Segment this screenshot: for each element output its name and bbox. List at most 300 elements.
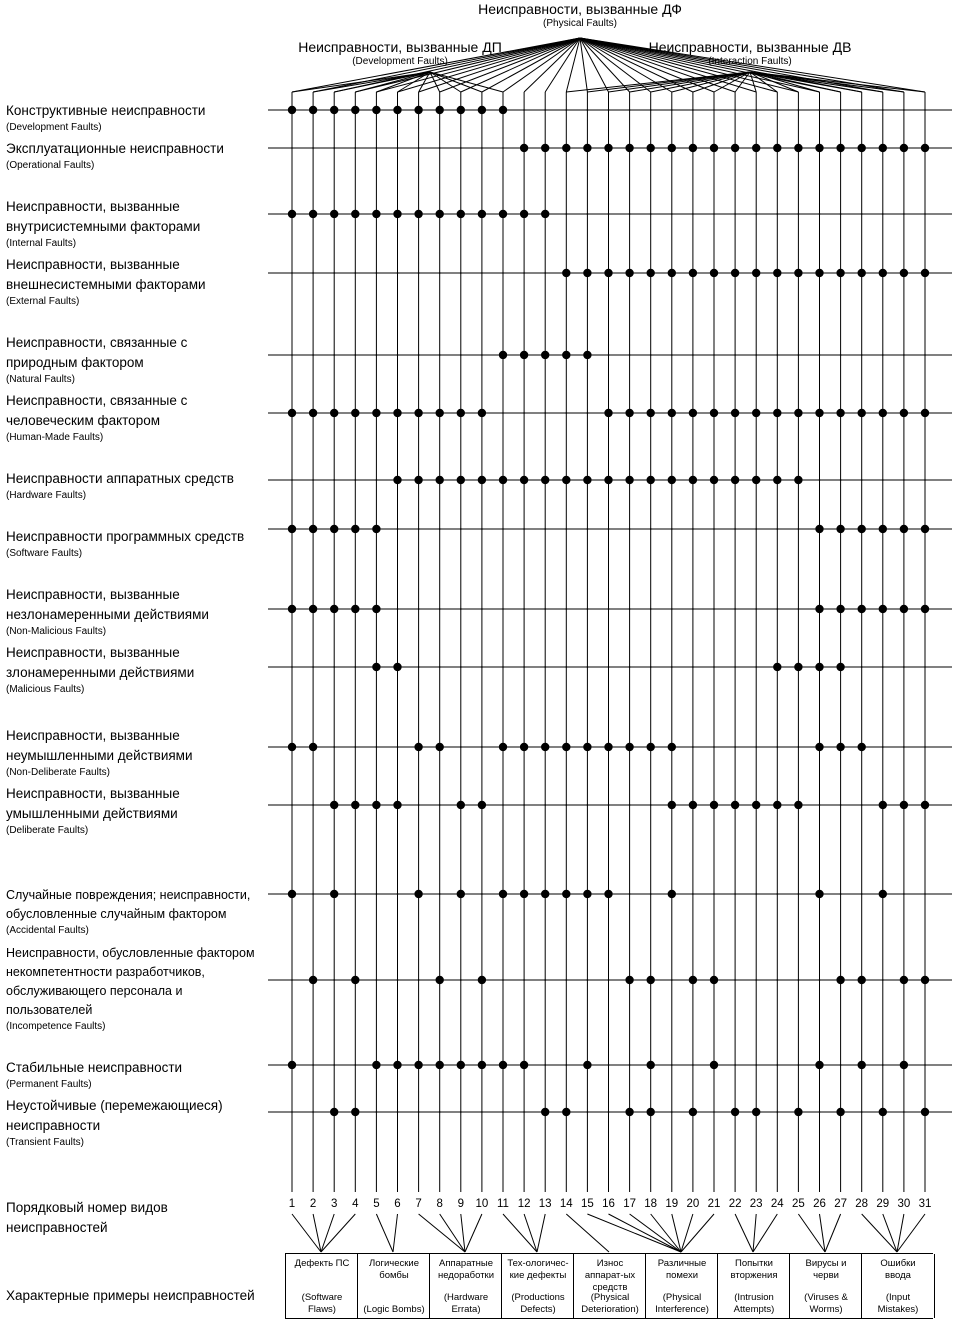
empty-dot bbox=[692, 528, 694, 530]
empty-dot bbox=[312, 1111, 314, 1113]
empty-dot bbox=[291, 804, 293, 806]
fault-dot bbox=[604, 890, 612, 898]
column-number-17: 17 bbox=[623, 1198, 636, 1210]
empty-dot bbox=[734, 893, 736, 895]
fault-dot bbox=[414, 476, 422, 484]
fault-dot bbox=[752, 144, 760, 152]
example-ru: Тех-ологичес- кие дефекты bbox=[507, 1258, 569, 1281]
column-number-22: 22 bbox=[728, 1198, 742, 1210]
empty-dot bbox=[460, 979, 462, 981]
empty-dot bbox=[565, 528, 567, 530]
empty-dot bbox=[333, 746, 335, 748]
empty-dot bbox=[460, 1111, 462, 1113]
empty-dot bbox=[312, 354, 314, 356]
fault-dot bbox=[836, 409, 844, 417]
fault-dot bbox=[520, 743, 528, 751]
fault-dot bbox=[541, 743, 549, 751]
fault-dot bbox=[879, 605, 887, 613]
empty-dot bbox=[861, 213, 863, 215]
empty-dot bbox=[587, 109, 589, 111]
empty-dot bbox=[882, 979, 884, 981]
fault-dot bbox=[457, 409, 465, 417]
empty-dot bbox=[629, 109, 631, 111]
empty-dot bbox=[819, 1111, 821, 1113]
example-en: (Software Flaws) bbox=[301, 1292, 343, 1315]
empty-dot bbox=[776, 893, 778, 895]
column-number-25: 25 bbox=[791, 1198, 805, 1210]
fault-dot bbox=[836, 144, 844, 152]
empty-dot bbox=[819, 804, 821, 806]
empty-dot bbox=[713, 1111, 715, 1113]
empty-dot bbox=[502, 412, 504, 414]
fault-dot bbox=[647, 269, 655, 277]
fault-dot bbox=[457, 801, 465, 809]
fault-dot bbox=[815, 525, 823, 533]
empty-dot bbox=[502, 528, 504, 530]
row-label-transient bbox=[6, 1096, 274, 1149]
empty-dot bbox=[460, 147, 462, 149]
fault-dot bbox=[794, 801, 802, 809]
fault-dot bbox=[836, 525, 844, 533]
empty-dot bbox=[502, 979, 504, 981]
fault-dot bbox=[351, 605, 359, 613]
header-interaction-ru: Неисправности, вызванные ДВ bbox=[648, 39, 852, 55]
fault-dot bbox=[541, 1108, 549, 1116]
empty-dot bbox=[713, 109, 715, 111]
empty-dot bbox=[544, 804, 546, 806]
empty-dot bbox=[755, 213, 757, 215]
empty-dot bbox=[439, 893, 441, 895]
fault-dot bbox=[330, 1108, 338, 1116]
example-en: (Physical Deterioration) bbox=[581, 1292, 639, 1315]
row-label-en: (Accidental Faults) bbox=[6, 925, 89, 936]
empty-dot bbox=[523, 412, 525, 414]
empty-dot bbox=[840, 1064, 842, 1066]
empty-dot bbox=[587, 666, 589, 668]
empty-dot bbox=[565, 979, 567, 981]
fault-dot bbox=[372, 801, 380, 809]
empty-dot bbox=[903, 1111, 905, 1113]
fault-dot bbox=[731, 476, 739, 484]
fault-dot bbox=[583, 476, 591, 484]
empty-dot bbox=[882, 1064, 884, 1066]
empty-dot bbox=[650, 608, 652, 610]
fault-dot bbox=[436, 476, 444, 484]
empty-dot bbox=[903, 893, 905, 895]
column-number-19: 19 bbox=[665, 1198, 679, 1210]
empty-dot bbox=[333, 354, 335, 356]
fault-dot bbox=[414, 409, 422, 417]
fault-dot bbox=[900, 605, 908, 613]
empty-dot bbox=[734, 213, 736, 215]
empty-dot bbox=[861, 479, 863, 481]
row-label-en: (Non-Deliberate Faults) bbox=[6, 767, 110, 778]
empty-dot bbox=[650, 804, 652, 806]
fault-dot bbox=[457, 890, 465, 898]
fault-dot bbox=[414, 890, 422, 898]
empty-dot bbox=[903, 746, 905, 748]
empty-dot bbox=[798, 528, 800, 530]
row-label-en: (Transient Faults) bbox=[6, 1137, 84, 1148]
empty-dot bbox=[439, 804, 441, 806]
empty-dot bbox=[439, 354, 441, 356]
row-label-ru: Неисправности программных средств bbox=[6, 529, 245, 544]
fault-dot bbox=[647, 1061, 655, 1069]
column-number-4: 4 bbox=[352, 1198, 359, 1210]
empty-dot bbox=[523, 804, 525, 806]
fault-dot bbox=[921, 605, 929, 613]
empty-dot bbox=[734, 746, 736, 748]
row-label-en: (Permanent Faults) bbox=[6, 1079, 92, 1090]
empty-dot bbox=[608, 213, 610, 215]
fault-dot bbox=[436, 976, 444, 984]
row-label-ru: Неисправности, вызванные злонамеренными действиями bbox=[6, 645, 195, 680]
empty-dot bbox=[629, 608, 631, 610]
example-fan-line bbox=[587, 1214, 681, 1252]
fault-dot bbox=[710, 144, 718, 152]
fan-physical-line bbox=[580, 38, 587, 92]
empty-dot bbox=[608, 354, 610, 356]
empty-dot bbox=[397, 528, 399, 530]
empty-dot bbox=[418, 354, 420, 356]
fault-dot bbox=[794, 663, 802, 671]
example-en: (Input Mistakes) bbox=[877, 1292, 919, 1315]
empty-dot bbox=[650, 354, 652, 356]
empty-dot bbox=[608, 109, 610, 111]
empty-dot bbox=[354, 746, 356, 748]
empty-dot bbox=[924, 109, 926, 111]
fault-dot bbox=[647, 743, 655, 751]
fault-dot bbox=[647, 1108, 655, 1116]
empty-dot bbox=[418, 666, 420, 668]
fault-dot bbox=[900, 976, 908, 984]
fault-dot bbox=[436, 409, 444, 417]
empty-dot bbox=[755, 746, 757, 748]
column-number-8: 8 bbox=[436, 1198, 443, 1210]
fault-dot bbox=[351, 976, 359, 984]
fault-dot bbox=[752, 1108, 760, 1116]
fault-dot bbox=[836, 269, 844, 277]
empty-dot bbox=[882, 213, 884, 215]
fault-dot bbox=[288, 605, 296, 613]
fault-dot bbox=[436, 106, 444, 114]
fault-dot bbox=[752, 476, 760, 484]
empty-dot bbox=[692, 354, 694, 356]
fault-dot bbox=[731, 1108, 739, 1116]
fault-dot bbox=[710, 801, 718, 809]
fault-dot bbox=[773, 476, 781, 484]
empty-dot bbox=[439, 608, 441, 610]
empty-dot bbox=[776, 608, 778, 610]
fault-dot bbox=[710, 269, 718, 277]
empty-dot bbox=[523, 608, 525, 610]
empty-dot bbox=[544, 528, 546, 530]
empty-dot bbox=[819, 979, 821, 981]
fault-dot bbox=[499, 1061, 507, 1069]
fault-dot bbox=[794, 144, 802, 152]
example-ru: Попытки вторжения bbox=[730, 1258, 778, 1281]
empty-dot bbox=[565, 666, 567, 668]
empty-dot bbox=[333, 979, 335, 981]
empty-dot bbox=[924, 746, 926, 748]
fault-dot bbox=[499, 743, 507, 751]
fault-dot bbox=[900, 144, 908, 152]
empty-dot bbox=[397, 608, 399, 610]
fault-dot bbox=[773, 663, 781, 671]
empty-dot bbox=[734, 354, 736, 356]
fault-dot bbox=[815, 269, 823, 277]
fault-dot bbox=[520, 144, 528, 152]
fault-dot bbox=[309, 409, 317, 417]
row-label-en: (Internal Faults) bbox=[6, 238, 77, 249]
empty-dot bbox=[439, 1111, 441, 1113]
fault-dot bbox=[836, 1108, 844, 1116]
empty-dot bbox=[502, 272, 504, 274]
empty-dot bbox=[755, 354, 757, 356]
fault-dot bbox=[499, 476, 507, 484]
row-label-ru: Неустойчивые (перемежающиеся) неисправности bbox=[6, 1098, 223, 1133]
empty-dot bbox=[776, 354, 778, 356]
empty-dot bbox=[819, 354, 821, 356]
empty-dot bbox=[291, 666, 293, 668]
empty-dot bbox=[565, 608, 567, 610]
empty-dot bbox=[692, 608, 694, 610]
fault-dot bbox=[520, 1061, 528, 1069]
fault-dot bbox=[393, 1061, 401, 1069]
example-ru: Аппаратные недоработки bbox=[437, 1258, 495, 1281]
fault-dot bbox=[583, 1061, 591, 1069]
empty-dot bbox=[502, 666, 504, 668]
fault-dot bbox=[457, 476, 465, 484]
row-label-ru: Неисправности, вызванные умышленными действиями bbox=[6, 786, 180, 821]
fault-dot bbox=[288, 210, 296, 218]
column-number-23: 23 bbox=[749, 1198, 763, 1210]
empty-dot bbox=[502, 147, 504, 149]
row-label-ru: Неисправности, обусловленные фактором некомпетентности разработчиков, обслуживающего персонала и пользователей bbox=[6, 946, 255, 1017]
empty-dot bbox=[692, 666, 694, 668]
empty-dot bbox=[460, 608, 462, 610]
row-label-en: (Hardware Faults) bbox=[6, 490, 87, 501]
column-number-2: 2 bbox=[309, 1198, 317, 1210]
fault-dot bbox=[879, 890, 887, 898]
empty-dot bbox=[882, 354, 884, 356]
empty-dot bbox=[840, 354, 842, 356]
column-number-29: 29 bbox=[876, 1198, 890, 1210]
empty-dot bbox=[755, 608, 757, 610]
fault-dot bbox=[625, 1108, 633, 1116]
fault-dot bbox=[625, 409, 633, 417]
fault-dot bbox=[836, 605, 844, 613]
row-label-ru: Случайные повреждения; неисправности, обусловленные случайным фактором bbox=[6, 888, 251, 921]
empty-dot bbox=[629, 528, 631, 530]
empty-dot bbox=[544, 412, 546, 414]
empty-dot bbox=[565, 213, 567, 215]
fault-dot bbox=[815, 663, 823, 671]
fault-dot bbox=[858, 525, 866, 533]
empty-dot bbox=[397, 893, 399, 895]
empty-dot bbox=[650, 893, 652, 895]
empty-dot bbox=[692, 893, 694, 895]
fault-dot bbox=[309, 525, 317, 533]
empty-dot bbox=[354, 666, 356, 668]
fault-dot bbox=[647, 976, 655, 984]
header-interaction-en: (Interaction Faults) bbox=[708, 56, 792, 67]
fault-dot bbox=[351, 801, 359, 809]
empty-dot bbox=[333, 1064, 335, 1066]
empty-dot bbox=[629, 666, 631, 668]
empty-dot bbox=[523, 109, 525, 111]
fault-dot bbox=[752, 269, 760, 277]
empty-dot bbox=[692, 746, 694, 748]
fault-dot bbox=[815, 605, 823, 613]
column-number-30: 30 bbox=[897, 1198, 911, 1210]
fault-dot bbox=[879, 525, 887, 533]
fault-dot bbox=[478, 210, 486, 218]
fault-dot bbox=[604, 743, 612, 751]
example-box bbox=[429, 1254, 502, 1318]
empty-dot bbox=[502, 1111, 504, 1113]
column-number-7: 7 bbox=[415, 1198, 422, 1210]
example-fan-line bbox=[897, 1214, 925, 1252]
fault-dot bbox=[288, 890, 296, 898]
empty-dot bbox=[333, 272, 335, 274]
header-physical bbox=[420, 0, 740, 30]
example-box bbox=[645, 1254, 718, 1318]
empty-dot bbox=[565, 804, 567, 806]
fault-dot bbox=[689, 801, 697, 809]
example-box bbox=[789, 1254, 862, 1318]
empty-dot bbox=[755, 109, 757, 111]
empty-dot bbox=[565, 109, 567, 111]
header-interaction bbox=[590, 38, 910, 68]
fault-dot bbox=[478, 476, 486, 484]
row-label-en: (Malicious Faults) bbox=[6, 684, 85, 695]
example-ru: Логические бомбы bbox=[368, 1258, 420, 1281]
examples-table bbox=[285, 1253, 933, 1319]
fault-dot bbox=[668, 801, 676, 809]
fault-dot bbox=[710, 976, 718, 984]
empty-dot bbox=[587, 412, 589, 414]
fault-dot bbox=[562, 144, 570, 152]
fault-dot bbox=[288, 409, 296, 417]
fault-dot bbox=[773, 801, 781, 809]
row-label-ru: Конструктивные неисправности bbox=[6, 103, 206, 118]
empty-dot bbox=[713, 354, 715, 356]
row-label-en: (Development Faults) bbox=[6, 122, 102, 133]
empty-dot bbox=[798, 979, 800, 981]
example-en: (Logic Bombs) bbox=[363, 1304, 425, 1315]
fault-dot bbox=[351, 525, 359, 533]
empty-dot bbox=[565, 412, 567, 414]
fault-dot bbox=[478, 1061, 486, 1069]
example-fan-line bbox=[537, 1214, 545, 1252]
fault-dot bbox=[879, 409, 887, 417]
fault-dot bbox=[562, 890, 570, 898]
empty-dot bbox=[755, 893, 757, 895]
fault-dot bbox=[351, 409, 359, 417]
empty-dot bbox=[291, 979, 293, 981]
row-label-en: (Deliberate Faults) bbox=[6, 825, 89, 836]
empty-dot bbox=[671, 979, 673, 981]
empty-dot bbox=[376, 979, 378, 981]
row-label-ru: Неисправности, вызванные неумышленными действиями bbox=[6, 728, 193, 763]
empty-dot bbox=[882, 109, 884, 111]
empty-dot bbox=[650, 213, 652, 215]
empty-dot bbox=[776, 528, 778, 530]
row-label-en: (Incompetence Faults) bbox=[6, 1021, 106, 1032]
empty-dot bbox=[692, 213, 694, 215]
fault-dot bbox=[900, 269, 908, 277]
fault-dot bbox=[773, 409, 781, 417]
row-label-ru: Эксплуатационные неисправности bbox=[6, 141, 224, 156]
empty-dot bbox=[840, 893, 842, 895]
fault-dot bbox=[562, 269, 570, 277]
example-en: (Hardware Errata) bbox=[443, 1292, 489, 1315]
row-label-ru: Неисправности, связанные с природным фактором bbox=[6, 335, 188, 370]
fault-dot bbox=[562, 351, 570, 359]
column-number-14: 14 bbox=[559, 1198, 573, 1210]
empty-dot bbox=[481, 354, 483, 356]
row-label-ru: Неисправности, вызванные внешнесистемными факторами bbox=[6, 257, 206, 292]
example-fan-line bbox=[393, 1214, 398, 1252]
row-label-en: (Operational Faults) bbox=[6, 160, 95, 171]
empty-dot bbox=[629, 893, 631, 895]
fault-dot bbox=[288, 106, 296, 114]
empty-dot bbox=[903, 479, 905, 481]
empty-dot bbox=[460, 746, 462, 748]
empty-dot bbox=[924, 354, 926, 356]
row-label-ru: Неисправности, вызванные внутрисистемными факторами bbox=[6, 199, 201, 234]
column-number-21: 21 bbox=[707, 1198, 721, 1210]
empty-dot bbox=[354, 1064, 356, 1066]
empty-dot bbox=[544, 1064, 546, 1066]
fault-dot bbox=[815, 890, 823, 898]
column-number-24: 24 bbox=[770, 1198, 784, 1210]
fault-dot bbox=[668, 890, 676, 898]
fault-dot bbox=[330, 525, 338, 533]
header-development-en: (Development Faults) bbox=[352, 56, 448, 67]
fault-dot bbox=[815, 743, 823, 751]
empty-dot bbox=[418, 528, 420, 530]
fault-dot bbox=[541, 476, 549, 484]
empty-dot bbox=[354, 354, 356, 356]
example-box bbox=[285, 1254, 358, 1318]
fault-dot bbox=[288, 743, 296, 751]
column-number-15: 15 bbox=[580, 1198, 594, 1210]
fault-dot bbox=[414, 743, 422, 751]
example-ru: Различные помехи bbox=[657, 1258, 707, 1281]
empty-dot bbox=[840, 213, 842, 215]
fault-dot bbox=[625, 976, 633, 984]
row-label-natural bbox=[6, 333, 274, 386]
fault-dot bbox=[436, 743, 444, 751]
empty-dot bbox=[776, 746, 778, 748]
fault-dot bbox=[330, 409, 338, 417]
empty-dot bbox=[481, 746, 483, 748]
example-fan-line bbox=[376, 1214, 393, 1252]
empty-dot bbox=[544, 979, 546, 981]
example-box bbox=[861, 1254, 935, 1318]
empty-dot bbox=[544, 666, 546, 668]
column-number-3: 3 bbox=[330, 1198, 338, 1210]
empty-dot bbox=[882, 479, 884, 481]
diagram-lines bbox=[268, 38, 952, 1252]
empty-dot bbox=[819, 213, 821, 215]
empty-dot bbox=[376, 1111, 378, 1113]
example-ru: Вирусы и черви bbox=[805, 1258, 847, 1281]
fault-dot bbox=[879, 801, 887, 809]
fault-dot bbox=[457, 106, 465, 114]
